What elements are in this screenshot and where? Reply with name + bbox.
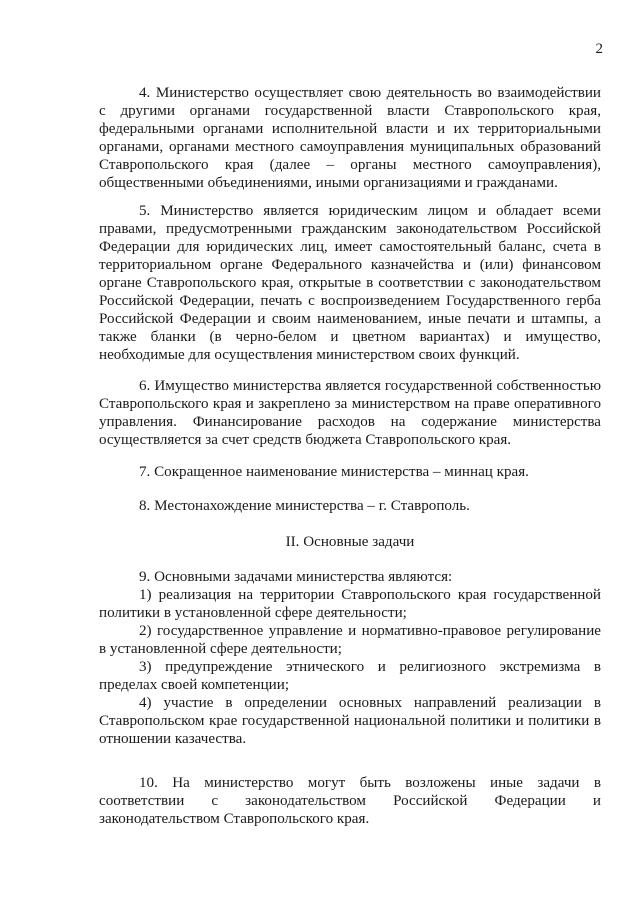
- paragraph-7: 7. Сокращенное наименование министерства – миннац края.: [139, 464, 529, 480]
- task-item: 3) предупреждение этнического и религиозного экстремизма в пределах своей компетенции;: [99, 659, 601, 694]
- task-item: 1) реализация на территории Ставропольского края государственной политики в установленной сфере деятельности;: [99, 587, 601, 622]
- task-item: 2) государственное управление и нормативно-правовое регулирование в установленной сфере деятельности;: [99, 623, 601, 658]
- page-number: 2: [595, 41, 603, 57]
- paragraph-5: 5. Министерство является юридическим лицом и обладает всеми правами, предусмотренными гражданским законодательством Российской Федерации для юридических лиц, имеет самостоятельный баланс, счета в территориальном органе Федерального казначейства и (или) финансовом органе Ставропольского края, открытые в соответствии с законодательством Российской Федерации, печать с воспроизведением Государственного герба Российской Федерации и своим наименованием, иные печати и штампы, а также бланки (в черно-белом и цветном вариантах) и имущество, необходимые для осуществления министерством своих функций.: [99, 203, 601, 364]
- section-heading: II. Основные задачи: [285, 534, 415, 550]
- tasks-list: [99, 568, 601, 748]
- tasks-intro: 9. Основными задачами министерства являются:: [139, 569, 453, 585]
- paragraph-10: 10. На министерство могут быть возложены иные задачи в соответствии с законодательством Российской Федерации и законодательством Ставропольского края.: [99, 775, 601, 828]
- task-item: 4) участие в определении основных направлений реализации в Ставропольском крае государственной национальной политики и политики в отношении казачества.: [99, 695, 601, 748]
- paragraph-6: 6. Имущество министерства является государственной собственностью Ставропольского края и закреплено за министерством на праве оперативного управления. Финансирование расходов на содержание министерства осуществляется за счет средств бюджета Ставропольского края.: [99, 378, 601, 449]
- paragraph-8: 8. Местонахождение министерства – г. Ставрополь.: [139, 498, 470, 514]
- paragraph-4: 4. Министерство осуществляет свою деятельность во взаимодействии с другими органами государственной власти Ставропольского края, федеральными органами исполнительной власти и их территориальными органами, органами местного самоуправления муниципальных образований Ставропольского края (далее – органы местного самоуправления), общественными объединениями, иными организациями и гражданами.: [99, 85, 601, 192]
